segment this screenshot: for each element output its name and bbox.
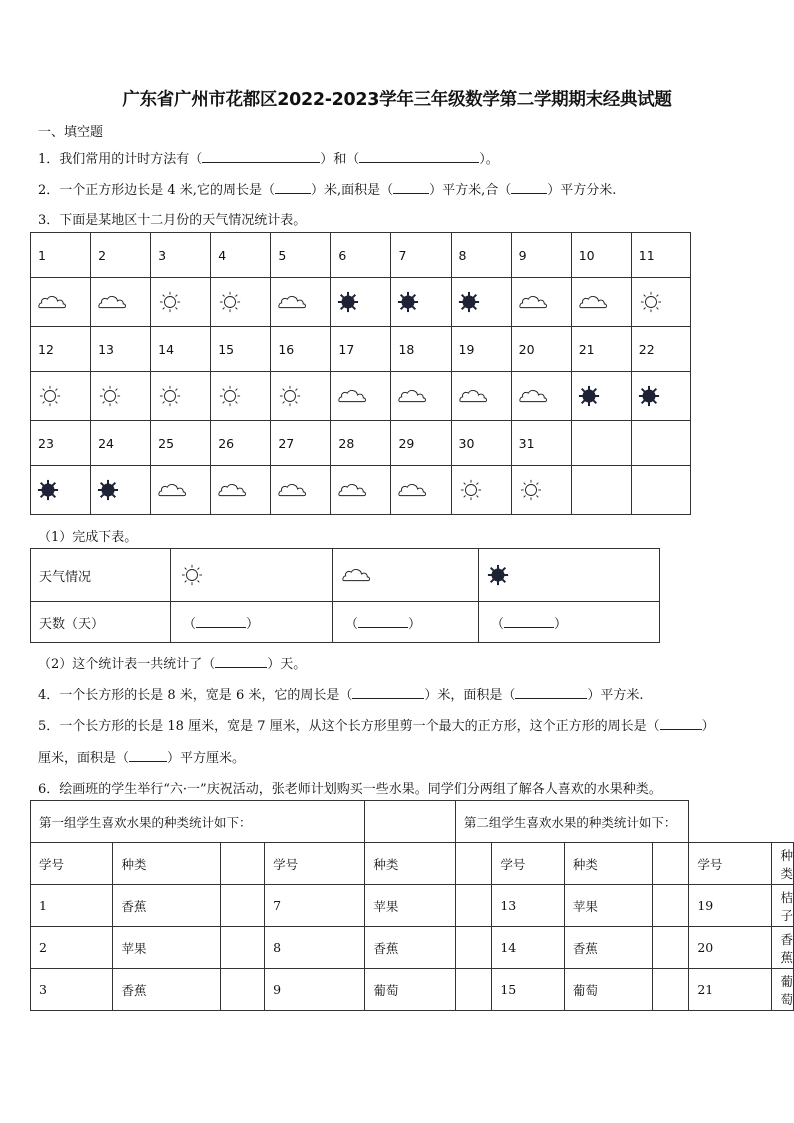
weather-cell (511, 278, 571, 327)
sun-icon (179, 564, 205, 586)
question-5-cont: 厘米，面积是（ ）平方厘米。 (38, 751, 246, 766)
answer-blank[interactable] (515, 687, 587, 699)
weather-cell (511, 466, 571, 515)
answer-blank[interactable] (275, 182, 311, 194)
cloud-icon (217, 481, 247, 499)
empty-cell (571, 421, 631, 466)
question-1: 1．我们常用的计时方法有（ ）和（ ）。 (38, 152, 499, 167)
day-number: 3 (151, 233, 211, 278)
weather-cell (211, 466, 271, 515)
fruit-kind: 香蕉 (564, 927, 652, 969)
day-number: 9 (511, 233, 571, 278)
sun-icon (157, 291, 183, 313)
cloud-icon (397, 387, 427, 405)
cloud-icon (277, 293, 307, 311)
weather-cell (571, 372, 631, 421)
day-number: 19 (451, 327, 511, 372)
weather-cell (391, 372, 451, 421)
fruit-kind: 香蕉 (113, 885, 220, 927)
cloud-icon (341, 566, 371, 584)
weather-cell (391, 466, 451, 515)
snow-icon (487, 564, 509, 586)
cloud-icon (518, 293, 548, 311)
student-id: 1 (31, 885, 113, 927)
day-number: 27 (271, 421, 331, 466)
weather-cell (631, 278, 690, 327)
summary-label-weather: 天气情况 (31, 549, 171, 602)
weather-cell (451, 372, 511, 421)
answer-blank[interactable] (393, 182, 429, 194)
day-number: 23 (31, 421, 91, 466)
sun-icon (217, 291, 243, 313)
table-spacer (652, 885, 688, 927)
day-number: 15 (211, 327, 271, 372)
cloud-icon (337, 387, 367, 405)
empty-cell (631, 421, 690, 466)
weather-cell (91, 372, 151, 421)
answer-blank[interactable] (511, 182, 547, 194)
sun-icon (518, 479, 544, 501)
sun-icon (157, 385, 183, 407)
day-number: 11 (631, 233, 690, 278)
question-3: 3．下面是某地区十二月份的天气情况统计表。 (38, 213, 307, 228)
weather-cell (151, 372, 211, 421)
weather-cell (31, 278, 91, 327)
summary-days-cell: （ ） (171, 602, 333, 643)
day-number: 16 (271, 327, 331, 372)
answer-blank[interactable] (196, 616, 246, 628)
cloud-icon (97, 293, 127, 311)
empty-cell (631, 466, 690, 515)
weather-cell (511, 372, 571, 421)
sun-icon (638, 291, 664, 313)
answer-blank[interactable] (504, 616, 554, 628)
table-row (31, 885, 794, 927)
sun-icon (97, 385, 123, 407)
question-3-1: （1）完成下表。 (38, 530, 138, 545)
summary-label-days: 天数（天） (31, 602, 171, 643)
weather-summary-table (30, 548, 660, 643)
weather-cell (151, 278, 211, 327)
table-spacer (455, 843, 491, 885)
weather-cell (31, 372, 91, 421)
student-id: 15 (492, 969, 565, 1011)
student-id: 9 (265, 969, 365, 1011)
day-number: 31 (511, 421, 571, 466)
day-number: 10 (571, 233, 631, 278)
day-number: 25 (151, 421, 211, 466)
table-spacer (365, 801, 455, 843)
question-6: 6．绘画班的学生举行“六·一”庆祝活动，张老师计划购买一些水果。同学们分两组了解各人喜欢的水果种类。 (38, 782, 662, 797)
answer-blank[interactable] (202, 151, 320, 163)
snow-icon (37, 479, 59, 501)
sun-icon (37, 385, 63, 407)
answer-blank[interactable] (660, 718, 702, 730)
day-number: 5 (271, 233, 331, 278)
snow-icon (458, 291, 480, 313)
student-id: 19 (689, 885, 772, 927)
student-id: 20 (689, 927, 772, 969)
table-spacer (652, 969, 688, 1011)
fruit-kind: 苹果 (564, 885, 652, 927)
day-number: 7 (391, 233, 451, 278)
answer-blank[interactable] (215, 656, 267, 668)
fruit-survey-table (30, 800, 794, 1011)
table-spacer (455, 969, 491, 1011)
fruit-kind: 香蕉 (365, 927, 455, 969)
weather-cell (271, 372, 331, 421)
table-spacer (455, 927, 491, 969)
fruit-kind: 苹果 (113, 927, 220, 969)
day-number: 18 (391, 327, 451, 372)
fruit-kind: 香蕉 (113, 969, 220, 1011)
summary-days-cell: （ ） (333, 602, 479, 643)
cloud-icon (578, 293, 608, 311)
question-2: 2．一个正方形边长是 4 米,它的周长是（ ）米,面积是（ ）平方米,合（ ）平方分米. (38, 183, 617, 198)
column-header-kind: 种类 (772, 843, 794, 885)
table-row (31, 927, 794, 969)
weather-calendar-table (30, 232, 691, 515)
sun-icon (217, 385, 243, 407)
fruit-kind: 苹果 (365, 885, 455, 927)
cloud-icon (37, 293, 67, 311)
table-row (31, 969, 794, 1011)
group1-title: 第一组学生喜欢水果的种类统计如下： (31, 801, 365, 843)
summary-weather-cell (479, 549, 660, 602)
weather-cell (331, 278, 391, 327)
day-number: 12 (31, 327, 91, 372)
day-number: 20 (511, 327, 571, 372)
group2-title: 第二组学生喜欢水果的种类统计如下： (455, 801, 688, 843)
day-number: 17 (331, 327, 391, 372)
table-spacer (220, 843, 264, 885)
cloud-icon (157, 481, 187, 499)
day-number: 26 (211, 421, 271, 466)
student-id: 8 (265, 927, 365, 969)
answer-blank[interactable] (359, 151, 479, 163)
snow-icon (578, 385, 600, 407)
question-4: 4．一个长方形的长是 8 米，宽是 6 米，它的周长是（ ）米，面积是（ ）平方米. (38, 688, 644, 703)
student-id: 7 (265, 885, 365, 927)
student-id: 13 (492, 885, 565, 927)
summary-weather-cell (333, 549, 479, 602)
column-header-kind: 种类 (113, 843, 220, 885)
cloud-icon (518, 387, 548, 405)
answer-blank[interactable] (129, 750, 167, 762)
table-spacer (220, 969, 264, 1011)
fruit-kind: 葡萄 (564, 969, 652, 1011)
table-spacer (652, 927, 688, 969)
weather-cell (391, 278, 451, 327)
weather-cell (151, 466, 211, 515)
table-spacer (652, 843, 688, 885)
snow-icon (97, 479, 119, 501)
weather-cell (211, 372, 271, 421)
weather-cell (211, 278, 271, 327)
day-number: 6 (331, 233, 391, 278)
question-3-2: （2）这个统计表一共统计了（ ）天。 (38, 657, 307, 672)
column-header-id: 学号 (689, 843, 772, 885)
day-number: 2 (91, 233, 151, 278)
weather-cell (91, 278, 151, 327)
day-number: 21 (571, 327, 631, 372)
sun-icon (277, 385, 303, 407)
sun-icon (458, 479, 484, 501)
cloud-icon (397, 481, 427, 499)
answer-blank[interactable] (358, 616, 408, 628)
day-number: 13 (91, 327, 151, 372)
weather-cell (571, 278, 631, 327)
snow-icon (638, 385, 660, 407)
summary-days-cell: （ ） (479, 602, 660, 643)
page-title: 广东省广州市花都区2022-2023学年三年级数学第二学期期末经典试题 (122, 90, 672, 110)
day-number: 8 (451, 233, 511, 278)
column-header-kind: 种类 (365, 843, 455, 885)
student-id: 3 (31, 969, 113, 1011)
empty-cell (571, 466, 631, 515)
cloud-icon (277, 481, 307, 499)
weather-cell (271, 466, 331, 515)
weather-cell (271, 278, 331, 327)
table-spacer (220, 927, 264, 969)
weather-cell (331, 372, 391, 421)
column-header-id: 学号 (31, 843, 113, 885)
student-id: 2 (31, 927, 113, 969)
section-heading: 一、填空题 (38, 125, 104, 140)
snow-icon (337, 291, 359, 313)
answer-blank[interactable] (352, 687, 424, 699)
student-id: 14 (492, 927, 565, 969)
day-number: 28 (331, 421, 391, 466)
fruit-kind: 葡萄 (772, 969, 794, 1011)
day-number: 22 (631, 327, 690, 372)
day-number: 24 (91, 421, 151, 466)
fruit-kind: 桔子 (772, 885, 794, 927)
fruit-kind: 香蕉 (772, 927, 794, 969)
cloud-icon (337, 481, 367, 499)
weather-cell (451, 278, 511, 327)
weather-cell (631, 372, 690, 421)
summary-weather-cell (171, 549, 333, 602)
day-number: 14 (151, 327, 211, 372)
weather-cell (451, 466, 511, 515)
student-id: 21 (689, 969, 772, 1011)
weather-cell (91, 466, 151, 515)
day-number: 30 (451, 421, 511, 466)
snow-icon (397, 291, 419, 313)
table-spacer (455, 885, 491, 927)
day-number: 29 (391, 421, 451, 466)
column-header-kind: 种类 (564, 843, 652, 885)
column-header-id: 学号 (492, 843, 565, 885)
fruit-kind: 葡萄 (365, 969, 455, 1011)
day-number: 1 (31, 233, 91, 278)
day-number: 4 (211, 233, 271, 278)
weather-cell (31, 466, 91, 515)
question-5: 5．一个长方形的长是 18 厘米，宽是 7 厘米，从这个长方形里剪一个最大的正方形，这个正方形的周长是（ ） (38, 719, 715, 734)
weather-cell (331, 466, 391, 515)
cloud-icon (458, 387, 488, 405)
column-header-id: 学号 (265, 843, 365, 885)
table-spacer (220, 885, 264, 927)
